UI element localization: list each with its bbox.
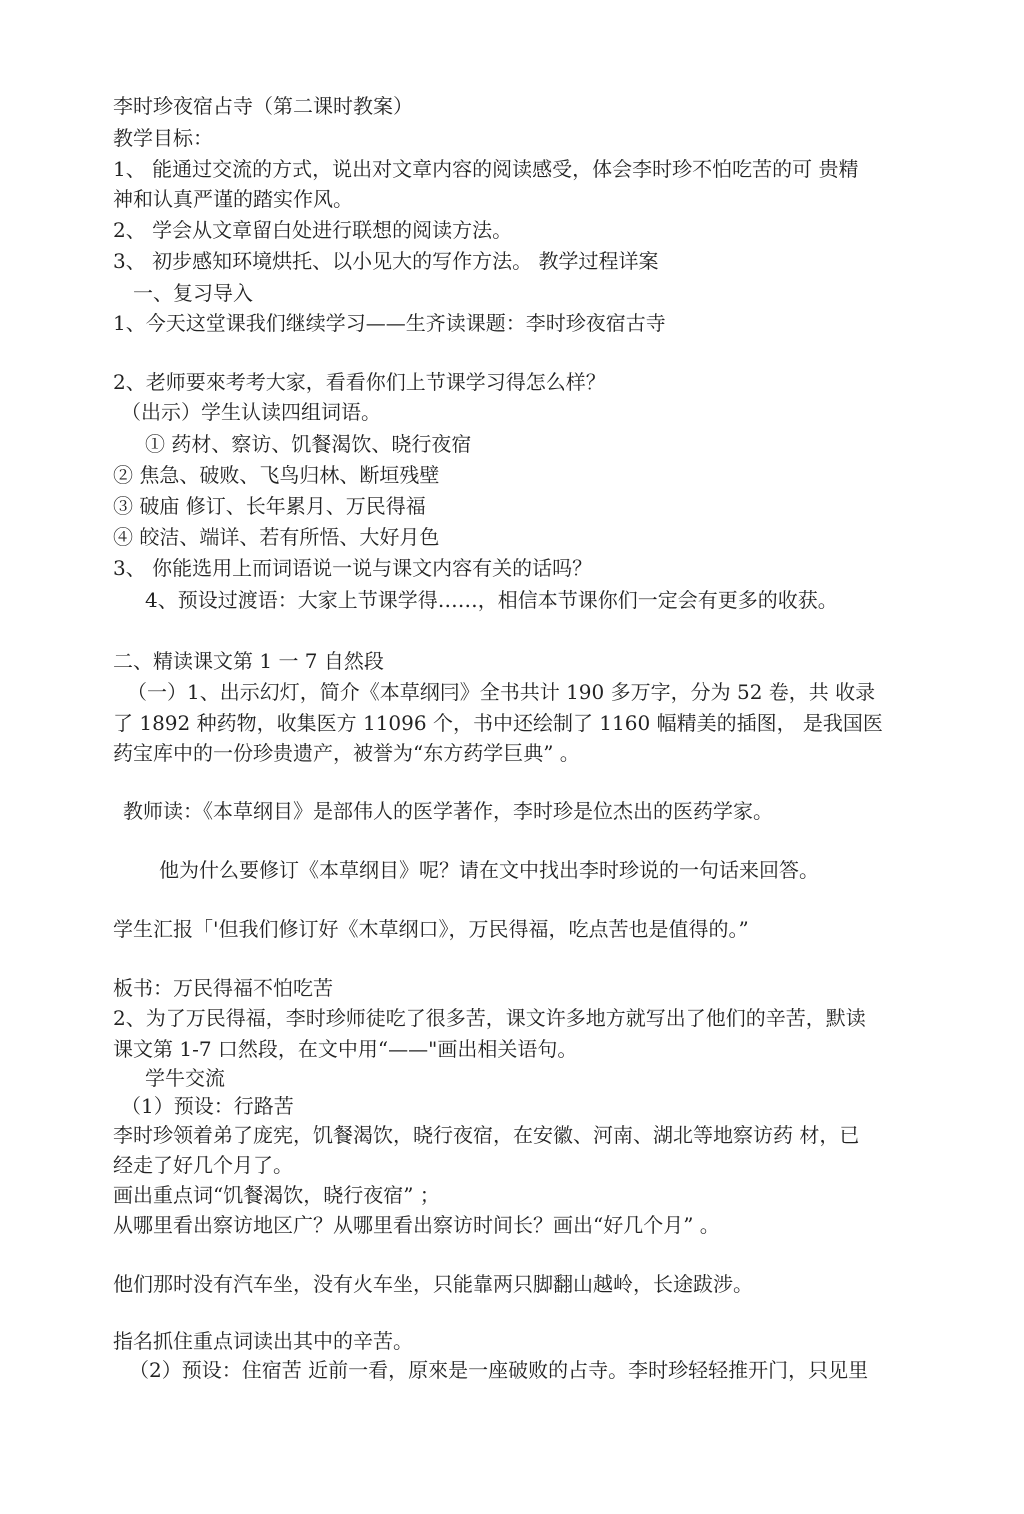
section-heading: 一、复习导入 — [133, 281, 253, 305]
text-line: 经走了好几个月了。 — [113, 1153, 293, 1177]
word-group-item: ② 焦急、破败、飞鸟归林、断垣残壁 — [113, 463, 440, 487]
text-line: 画出重点词“饥餐渴饮，晓行夜宿” ； — [113, 1183, 440, 1207]
text-line: 教师读：《本草纲目》是部伟人的医学著作，李时珍是位杰出的医药学家。 — [123, 799, 773, 823]
text-line: 指名抓住重点词读出其中的辛苦。 — [113, 1329, 413, 1353]
text-line: 板书：万民得福不怕吃苦 — [113, 976, 333, 1000]
text-line: （一）1、出示幻灯，简介《本草纲冃》全书共计 190 多万字，分为 52 卷，共 收录 — [127, 680, 876, 704]
text-line: 学牛交流 — [145, 1066, 225, 1090]
text-line: （出示）学生认读四组词语。 — [121, 400, 381, 424]
text-line: 从哪里看出察访地区广？从哪里看出察访时间长？画出“好几个月” 。 — [113, 1213, 720, 1237]
document-title: 李时珍夜宿占寺（第二课时教案） — [113, 94, 413, 118]
text-line: 3、 初步感知环境烘托、以小见大的写作方法。 教学过程详案 — [113, 249, 659, 273]
text-line: 3、 你能选用上而词语说一说与课文内容有关的话吗？ — [113, 556, 593, 580]
word-group-item: ③ 破庙 修订、长年累月、万民得福 — [113, 494, 426, 518]
text-line: 2、为了万民得福，李时珍师徒吃了很多苦，课文许多地方就写出了他们的辛苦，默读 — [113, 1006, 866, 1030]
text-line: 了 1892 种药物，收集医方 11096 个，书中还绘制了 1160 幅精美的插图， 是我国医 — [113, 711, 883, 735]
text-line: 1、今天这堂课我们继续学习——生齐读课题：李时珍夜宿古寺 — [113, 311, 666, 335]
text-line: 学生汇报「'但我们修订好《木草纲口》，万民得福，吃点苦也是值得的。” — [113, 917, 749, 941]
text-line: 他们那时没有汽车坐，没有火车坐，只能靠两只脚翻山越岭，长途跋涉。 — [113, 1272, 753, 1296]
text-line: 教学目标： — [113, 126, 213, 150]
word-group-item: ④ 皎洁、端详、若有所悟、大好月色 — [113, 525, 440, 549]
text-line: 药宝库中的一份珍贵遗产，被誉为“东方药学巨典” 。 — [113, 741, 580, 765]
word-group-item: ① 药材、察访、饥餐渴饮、晓行夜宿 — [145, 432, 472, 456]
text-line: 神和认真严谨的踏实作风。 — [113, 187, 353, 211]
text-line: 4、预设过渡语：大家上节课学得……，相信本节课你们一定会有更多的收获。 — [145, 588, 838, 612]
text-line: 2、 学会从文章留白处进行联想的阅读方法。 — [113, 218, 513, 242]
text-line: （2）预设：住宿苦 近前一看，原來是一座破败的占寺。李时珍轻轻推开门，只见里 — [129, 1358, 869, 1382]
text-line: 李时珍领着弟了庞宪，饥餐渴饮，晓行夜宿，在安徽、河南、湖北等地察访药 材，已 — [113, 1123, 860, 1147]
text-line: （1）预设：行路苦 — [121, 1094, 294, 1118]
text-line: 他为什么要修订《本草纲目》呢？请在文中找出李时珍说的一句话来回答。 — [159, 858, 819, 882]
text-line: 1、 能通过交流的方式，说出对文章内容的阅读感受，体会李时珍不怕吃苦的可 贵精 — [113, 157, 859, 181]
text-line: 2、老师要來考考大家，看看你们上节课学习得怎么样？ — [113, 370, 606, 394]
text-line: 课文第 1-7 口然段，在文中用“——"画出相关语句。 — [113, 1037, 578, 1061]
section-heading: 二、精读课文第 1 一 7 自然段 — [113, 649, 384, 673]
